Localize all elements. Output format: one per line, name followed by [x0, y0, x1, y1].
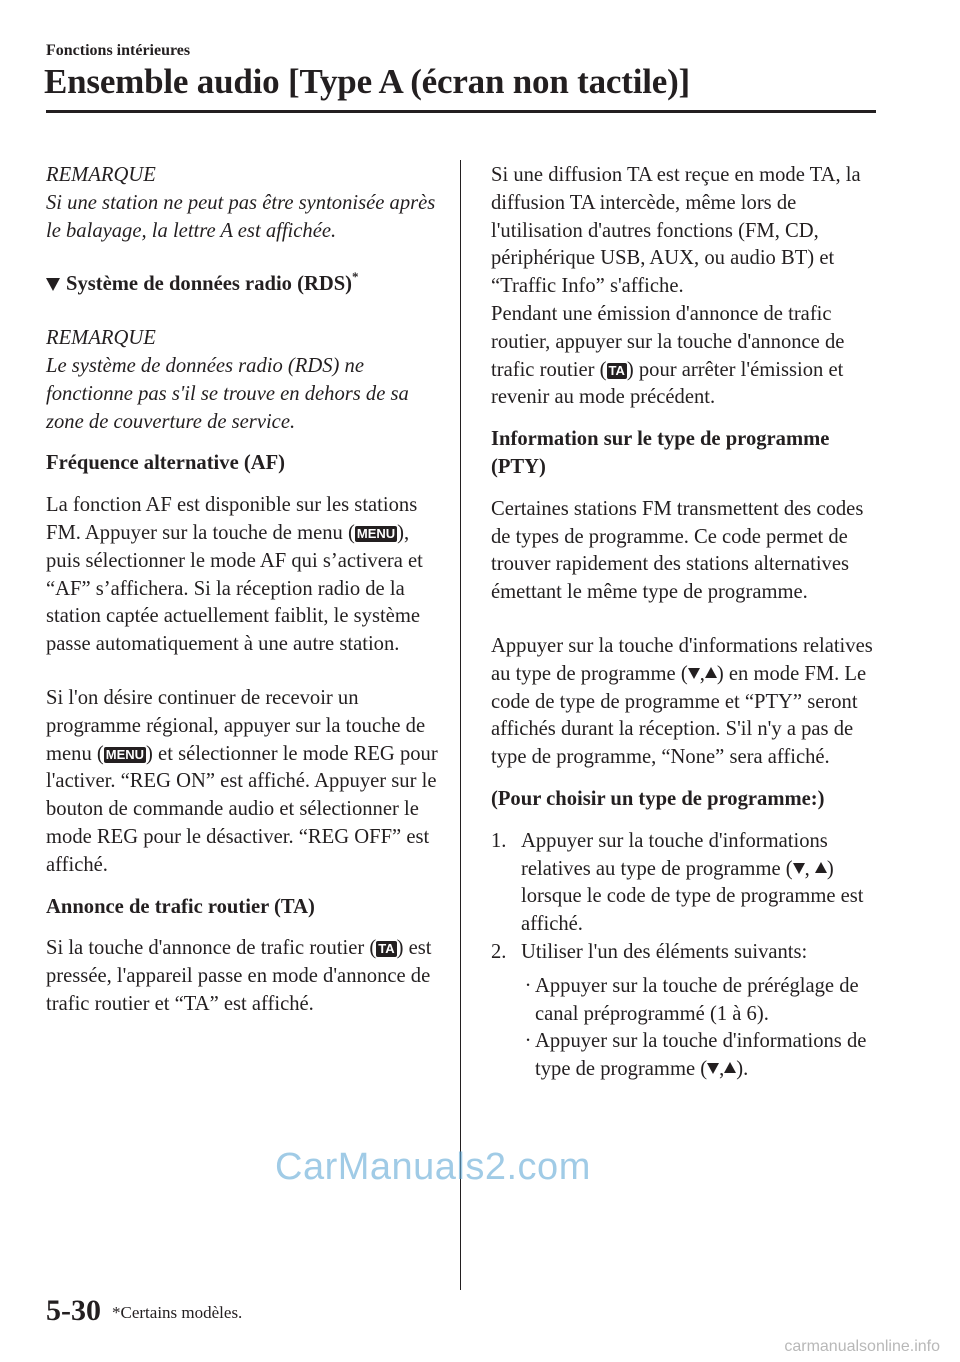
text-run: ), puis sélectionner le mode AF qui s’activera et “AF” s’affichera. Si la réception radio de la station captée actuellement faiblit, le système passe automatiquement à une autre station. [46, 521, 423, 656]
triangle-down-icon [46, 278, 60, 291]
text-run: ). [736, 1058, 749, 1081]
ta-heading: Annonce de trafic routier (TA) [46, 895, 315, 918]
note-title: REMARQUE [46, 327, 156, 350]
separator: , [699, 662, 705, 685]
text-run: Si l'on désire continuer de recevoir un programme régional, appuyer sur la touche de menu ( [46, 686, 426, 765]
footnote: *Certains modèles. [112, 1303, 243, 1322]
page-title: Ensemble audio [Type A (écran non tactile)] [44, 62, 691, 101]
text-run: Pendant une émission d'annonce de trafic routier, appuyer sur la touche d'annonce de trafic routier ( [491, 302, 845, 381]
ta-broadcast-paragraph: Si une diffusion TA est reçue en mode TA, la diffusion TA intercède, même lors de l'utilisation d'autres fonctions (FM, CD, périphérique USB, AUX, ou audio BT) et “Traffic Info” s'affiche. [491, 164, 861, 298]
bullet-text [535, 1028, 883, 1084]
separator: , [719, 1058, 725, 1081]
carmanuals-watermark: CarManuals2.com [275, 1146, 591, 1188]
menu-button-icon: MENU [105, 746, 145, 762]
choose-heading: (Pour choisir un type de programme:) [491, 787, 825, 810]
bullet-item [491, 973, 883, 1029]
step-number: 2. [491, 940, 507, 963]
text-run: ) est pressée, l'appareil passe en mode d'annonce de trafic routier et “TA” est affiché. [46, 937, 432, 1015]
separator: , [804, 857, 815, 880]
section-label: Fonctions intérieures [46, 42, 191, 59]
text-run: La fonction AF est disponible sur les stations FM. Appuyer sur la touche de menu ( [46, 494, 418, 544]
bullet-dot: · [524, 1030, 532, 1053]
bullet-dot: · [524, 974, 532, 997]
right-column [491, 162, 883, 1084]
text-run: Appuyer sur la touche d'informations relatives au type de programme ( [491, 634, 873, 685]
footnote-mark: * [352, 268, 359, 284]
step-item [491, 828, 883, 939]
af-paragraph [46, 492, 441, 659]
text-run: ) et sélectionner le mode REG pour l'activer. “REG ON” est affiché. Appuyer sur le bouton de commande audio et sélectionner le mode REG pour le désactiver. “REG OFF” est affiché. [46, 742, 438, 876]
note-text: Le système de données radio (RDS) ne fonctionne pas s'il se trouve en dehors de sa zone de couverture de service. [46, 354, 409, 433]
arrow-up-icon [705, 667, 717, 678]
step-text: Utiliser l'un des éléments suivants: [521, 940, 808, 963]
af-heading: Fréquence alternative (AF) [46, 452, 286, 475]
step-item [491, 939, 883, 967]
text-run: ) pour arrêter l'émission et revenir au mode précédent. [491, 358, 844, 409]
arrow-up-icon [724, 1062, 736, 1073]
left-column [46, 162, 441, 1019]
af-reg-paragraph [46, 685, 441, 880]
text-run: Appuyer sur la touche d'informations relatives au type de programme ( [521, 829, 828, 880]
note-text: Si une station ne peut pas être syntonisée après le balayage, la lettre A est affichée. [46, 191, 436, 242]
pty-usage-paragraph [491, 633, 883, 772]
ta-button-icon: TA [608, 362, 625, 378]
column-divider [460, 160, 461, 1290]
pty-paragraph: Certaines stations FM transmettent des codes de types de programme. Ce code permet de trouver rapidement des stations alternatives émettant le même type de programme. [491, 497, 864, 604]
arrow-up-icon [815, 862, 827, 873]
step-text [521, 828, 883, 939]
ta-paragraph [46, 935, 441, 1018]
bullet-item [491, 1028, 883, 1084]
menu-button-icon: MENU [356, 525, 396, 541]
rds-heading-text: Système de données radio (RDS) [66, 273, 353, 296]
page-number: 5-30 [46, 1294, 101, 1327]
arrow-down-icon [688, 668, 700, 679]
step-number: 1. [491, 829, 507, 852]
rds-heading [46, 268, 441, 299]
pty-heading: Information sur le type de programme (PTY) [491, 428, 830, 478]
ta-button-icon: TA [378, 941, 395, 957]
ta-stop-paragraph [491, 301, 883, 412]
text-run: Appuyer sur la touche d'informations de type de programme ( [535, 1030, 867, 1081]
arrow-down-icon [707, 1063, 719, 1074]
text-run: Si la touche d'annonce de trafic routier ( [46, 937, 377, 960]
source-watermark: carmanualsonline.info [784, 1338, 940, 1355]
bullet-text: Appuyer sur la touche de préréglage de canal préprogrammé (1 à 6). [535, 974, 859, 1025]
arrow-down-icon [793, 863, 805, 874]
title-rule [46, 110, 876, 113]
note-title: REMARQUE [46, 164, 156, 186]
text-run: ) en mode FM. Le code de type de programme et “PTY” seront affichés durant la réception. S'il n'y a pas de type de programme, “None” sera affiché. [491, 662, 867, 769]
text-run: ) lorsque le code de type de programme est affiché. [521, 857, 864, 936]
